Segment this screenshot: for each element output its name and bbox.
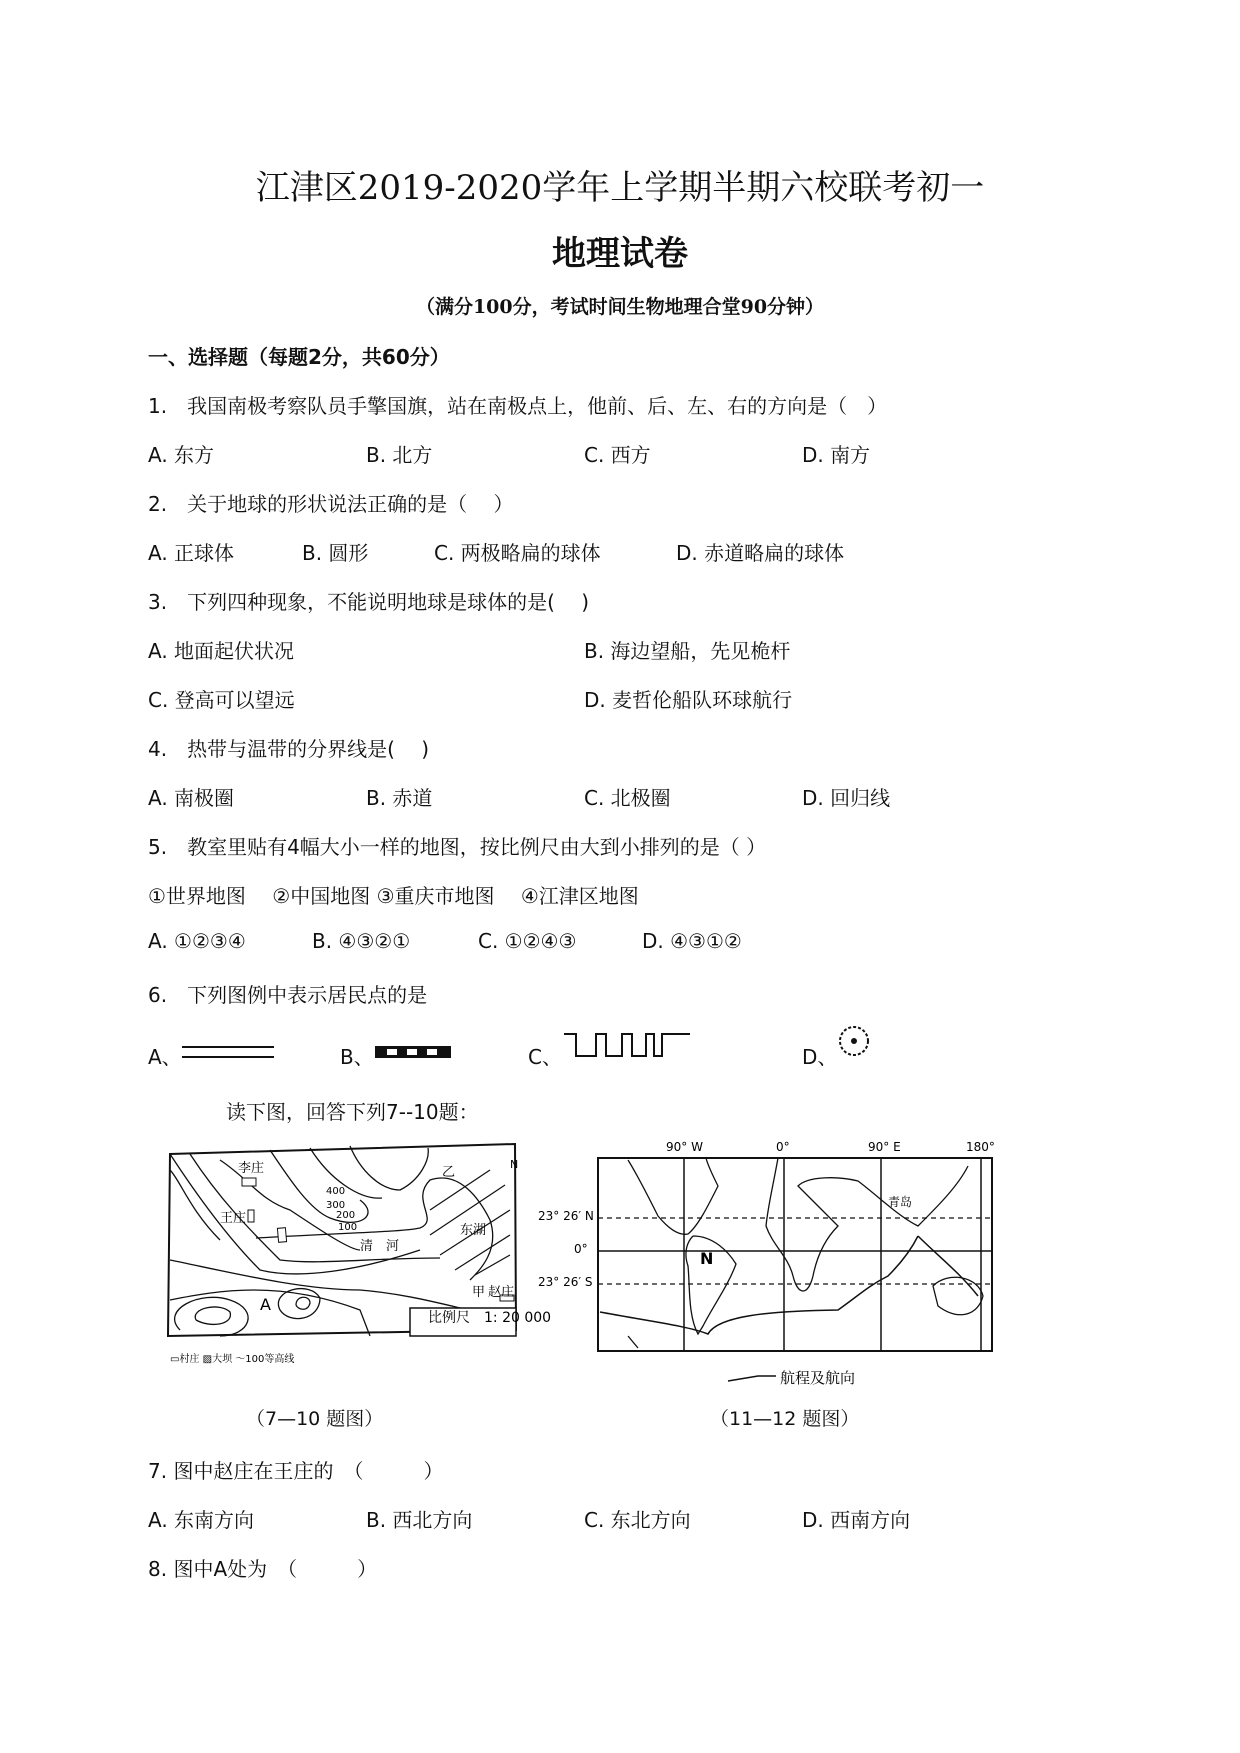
question-4: 4. 热带与温带的分界线是( ) (148, 737, 430, 761)
q3-option-d: D. 麦哲伦船队环球航行 (584, 688, 793, 712)
question-8: 8. 图中A处为 （ ） (148, 1557, 378, 1581)
label-n: N (700, 1249, 714, 1268)
exam-subject: 地理试卷 (552, 234, 688, 274)
label-a: A (260, 1295, 271, 1314)
contour-label: 100 (338, 1222, 358, 1233)
q2-option-c: C. 两极略扁的球体 (434, 541, 601, 565)
q4-option-a: A. 南极圈 (148, 786, 235, 810)
q5-map-list: ①世界地图 ②中国地图 ③重庆市地图 ④江津区地图 (148, 884, 639, 908)
q6-option-b: B、 (340, 1045, 374, 1069)
double-line-symbol-icon (180, 1040, 276, 1064)
read-prompt: 读下图，回答下列7--10题： (226, 1100, 479, 1124)
q6-option-d: D、 (802, 1045, 838, 1069)
question-2: 2. 关于地球的形状说法正确的是（ ） (148, 492, 514, 516)
exam-note: （满分100分，考试时间生物地理合堂90分钟） (415, 296, 825, 318)
q1-option-d: D. 南方 (802, 443, 871, 467)
contour-label: 200 (336, 1210, 356, 1221)
q5-option-b: B. ④③②① (312, 929, 411, 953)
label-jia: 甲 (472, 1285, 486, 1300)
q4-option-d: D. 回归线 (802, 786, 891, 810)
question-7: 7. 图中赵庄在王庄的 （ ） (148, 1459, 444, 1483)
q6-option-c: C、 (528, 1045, 562, 1069)
lat-label: 0° (574, 1242, 588, 1256)
label-zhaozhuang: 赵庄 (488, 1285, 515, 1300)
label-qingdao: 青岛 (888, 1195, 913, 1209)
contour-label: 400 (326, 1186, 346, 1197)
q5-option-c: C. ①②④③ (478, 929, 577, 953)
q2-option-d: D. 赤道略扁的球体 (676, 541, 845, 565)
railway-symbol-icon (373, 1040, 453, 1064)
q7-option-d: D. 西南方向 (802, 1508, 911, 1532)
north-arrow-icon: N (510, 1158, 519, 1171)
wall-symbol-icon (562, 1028, 692, 1064)
lon-label: 90° W (666, 1140, 703, 1154)
q2-option-b: B. 圆形 (302, 541, 369, 565)
q1-option-c: C. 西方 (584, 443, 651, 467)
lon-label: 180° (966, 1140, 995, 1154)
label-donghu: 东湖 (460, 1223, 487, 1238)
settlement-symbol-icon (836, 1023, 872, 1059)
q7-option-c: C. 东北方向 (584, 1508, 691, 1532)
label-qinghe: 清 河 (360, 1239, 400, 1254)
label-yi: 乙 (442, 1165, 456, 1180)
label-lizhuang: 李庄 (238, 1161, 265, 1176)
map1-scale: 比例尺 1: 20 000 (428, 1310, 552, 1326)
q5-option-a: A. ①②③④ (148, 929, 246, 953)
world-map (538, 1136, 1008, 1398)
topographic-map (160, 1140, 560, 1380)
question-1: 1. 我国南极考察队员手擎国旗，站在南极点上，他前、后、左、右的方向是（ ） (148, 394, 888, 418)
q3-option-c: C. 登高可以望远 (148, 688, 295, 712)
map1-caption: （7—10 题图） (246, 1408, 384, 1430)
q2-option-a: A. 正球体 (148, 541, 235, 565)
map1-legend: ▭村庄 ▨大坝 〜100等高线 (170, 1354, 295, 1365)
q3-option-a: A. 地面起伏状况 (148, 639, 295, 663)
contour-label: 300 (326, 1200, 346, 1211)
q1-option-a: A. 东方 (148, 443, 215, 467)
map2-caption: （11—12 题图） (710, 1408, 860, 1430)
label-wangzhuang: 王庄 (220, 1211, 247, 1226)
lon-label: 0° (776, 1140, 790, 1154)
exam-title: 江津区2019-2020学年上学期半期六校联考初一 (255, 168, 985, 208)
q4-option-b: B. 赤道 (366, 786, 433, 810)
q4-option-c: C. 北极圈 (584, 786, 671, 810)
q1-option-b: B. 北方 (366, 443, 433, 467)
section-heading: 一、选择题（每题2分，共60分） (148, 345, 450, 369)
question-3: 3. 下列四种现象，不能说明地球是球体的是( ) (148, 590, 590, 614)
q3-option-b: B. 海边望船，先见桅杆 (584, 639, 791, 663)
q5-option-d: D. ④③①② (642, 929, 742, 953)
q7-option-b: B. 西北方向 (366, 1508, 473, 1532)
question-5: 5. 教室里贴有4幅大小一样的地图，按比例尺由大到小排列的是（ ） (148, 835, 767, 859)
lat-label: 23° 26′ N (538, 1209, 594, 1223)
q7-option-a: A. 东南方向 (148, 1508, 255, 1532)
q6-option-a: A、 (148, 1045, 182, 1069)
question-6: 6. 下列图例中表示居民点的是 (148, 983, 428, 1007)
map2-legend: 航程及航向 (780, 1369, 856, 1387)
lat-label: 23° 26′ S (538, 1275, 593, 1289)
lon-label: 90° E (868, 1140, 901, 1154)
